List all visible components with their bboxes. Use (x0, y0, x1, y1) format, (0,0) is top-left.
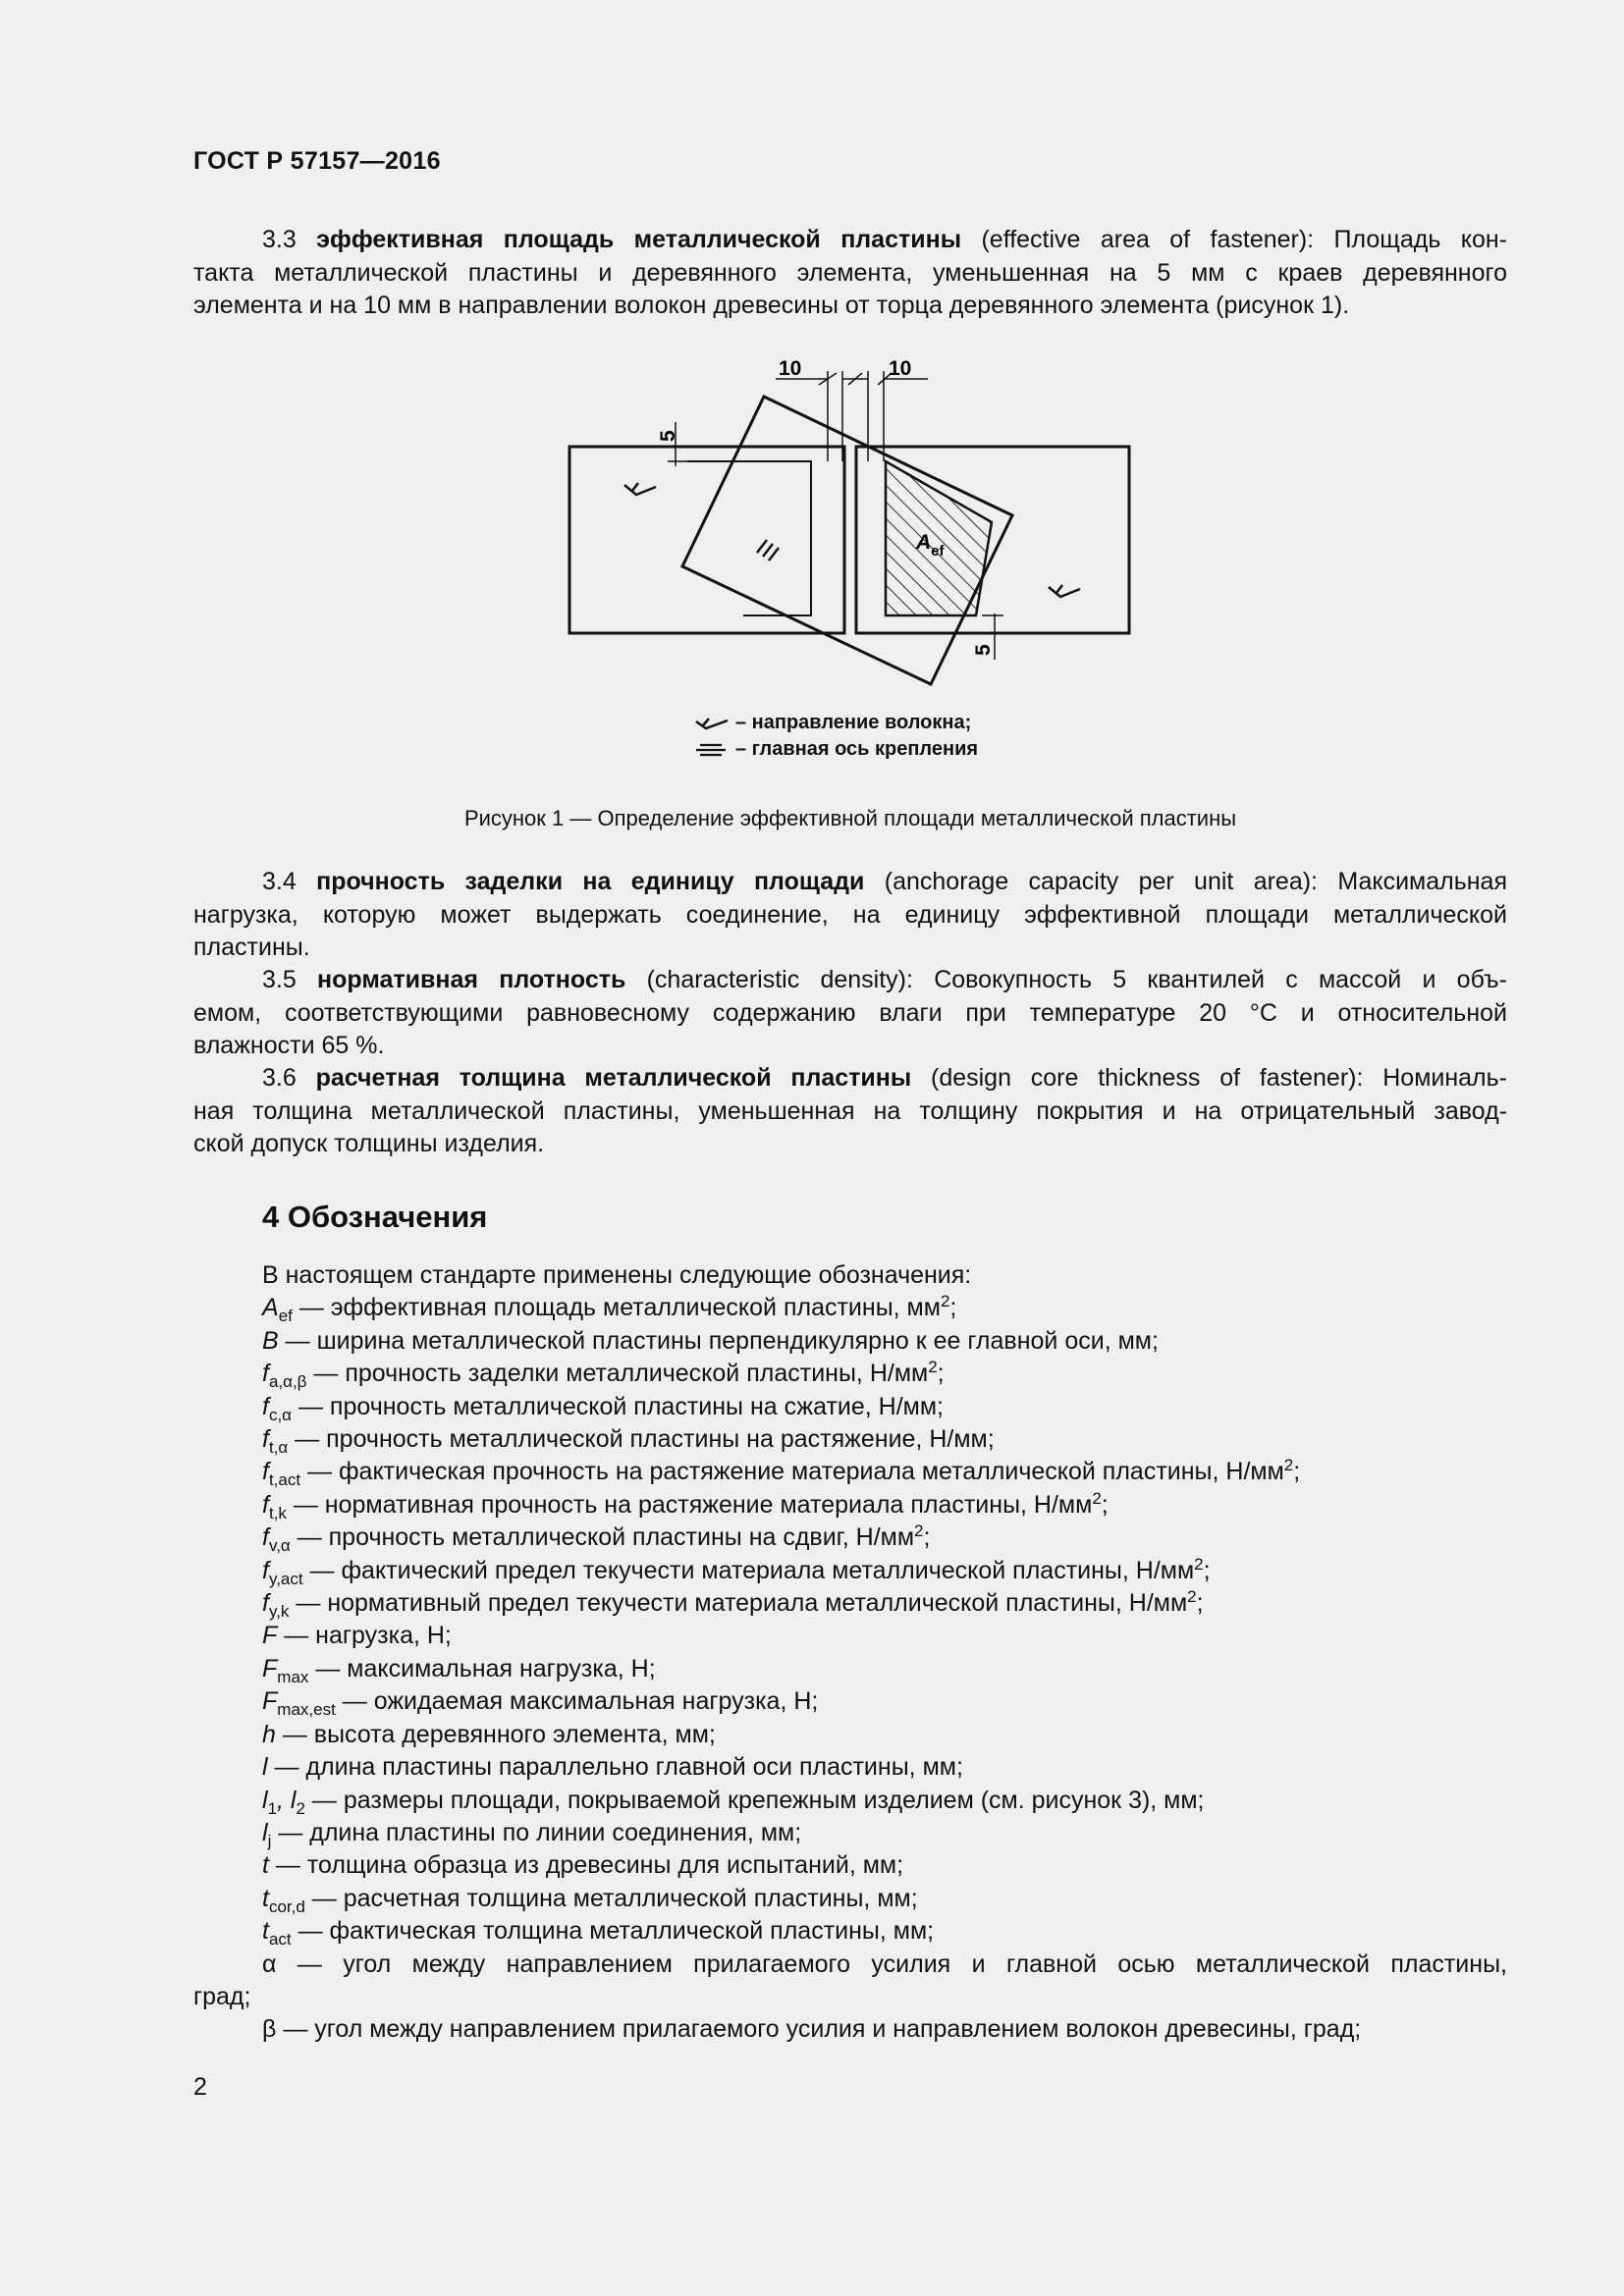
legend-axis-text: – главная ось крепления (735, 738, 979, 760)
symbol-tail: ; (1101, 1490, 1109, 1519)
grain-direction-icon-left (624, 483, 656, 495)
symbol-description: — длина пластины параллельно главной оси пластины, мм; (267, 1753, 963, 1782)
symbol-entry (262, 1915, 1507, 1948)
symbol-letter: f (262, 1360, 269, 1388)
symbol-description: — ожидаемая максимальная нагрузка, Н; (335, 1687, 819, 1716)
symbol-entry (262, 1883, 1507, 1915)
symbol-tail: ; (923, 1523, 931, 1552)
symbol-subscript: ef (278, 1307, 293, 1326)
symbol-subscript: j (267, 1831, 272, 1850)
symbol-description: — высота деревянного элемента, мм; (275, 1720, 716, 1748)
symbol-unit-exponent: 2 (940, 1292, 950, 1311)
def-3-6-term: расчетная толщина металлической пластины (315, 1064, 912, 1092)
symbol-unit-exponent: 2 (1194, 1554, 1204, 1574)
symbol-letter: B (262, 1326, 279, 1355)
def-3-6-line1: 3.6 расчетная толщина металлической пластины (design core thickness of fastener): Номиналь- (262, 1064, 1507, 1092)
symbol-letter-2: , l (277, 1786, 297, 1814)
symbol-description: — прочность заделки металлической пластины, Н/мм (306, 1360, 929, 1388)
def-3-3-line2: такта металлической пластины и деревянного элемента, уменьшенная на 5 мм с краев деревянного (193, 258, 1507, 287)
symbol-letter: f (262, 1425, 269, 1454)
symbol-description: — максимальная нагрузка, Н; (308, 1654, 656, 1682)
symbol-letter: f (262, 1523, 269, 1552)
symbol-letter: t (262, 1884, 269, 1912)
symbol-unit-exponent: 2 (1283, 1456, 1294, 1475)
symbol-letter: t (262, 1917, 269, 1946)
symbol-letter: f (262, 1490, 269, 1519)
symbol-entry (262, 1325, 1507, 1358)
symbol-subscript: t,k (268, 1503, 287, 1522)
def-3-6-line2: ная толщина металлической пластины, уменьшенная на толщину покрытия и на отрицательный завод- (193, 1096, 1507, 1125)
symbol-tail: ; (949, 1294, 957, 1322)
symbol-letter: F (262, 1622, 278, 1650)
definition-3-3 (193, 224, 1507, 323)
dim-top-right-label: 10 (889, 357, 912, 380)
symbol-subscript: 1 (267, 1798, 278, 1818)
def-3-3-term: эффективная площадь металлической пластины (316, 226, 962, 253)
symbol-subscript: a,α,β (268, 1372, 307, 1392)
symbol-description: — прочность металлической пластины на сдвиг, Н/мм (290, 1523, 915, 1552)
symbol-subscript: t,α (268, 1438, 289, 1458)
symbols-entries (262, 1292, 1507, 1948)
symbol-entry (262, 1292, 1507, 1324)
def-3-5-line2: емом, соответствующими равновесному содержанию влаги при температуре 20 °С и относительной (193, 998, 1507, 1027)
symbol-entry (262, 1358, 1507, 1390)
symbol-letter: F (262, 1654, 278, 1682)
symbol-unit-exponent: 2 (928, 1358, 938, 1377)
left-effective-outline (687, 461, 811, 615)
symbol-unit-exponent: 2 (1092, 1488, 1102, 1508)
alpha-definition (193, 1949, 1507, 2014)
symbol-letter: f (262, 1392, 269, 1420)
symbol-entry (262, 1587, 1507, 1620)
symbol-subscript: y,act (268, 1569, 303, 1588)
symbol-description: — фактическая прочность на растяжение материала металлической пластины, Н/мм (300, 1458, 1284, 1486)
symbol-entry (262, 1555, 1507, 1587)
figure-caption: Рисунок 1 — Определение эффективной площади металлической пластины (463, 806, 1237, 830)
definition-3-4 (193, 866, 1507, 965)
symbol-entry (262, 1751, 1507, 1784)
symbol-description: — прочность металлической пластины на сжатие, Н/мм; (292, 1392, 945, 1420)
symbol-entry (262, 1456, 1507, 1488)
def-3-5-line1: 3.5 нормативная плотность (characteristic density): Совокупность 5 квантилей с массой и объ- (262, 966, 1508, 993)
standard-header: ГОСТ Р 57157—2016 (193, 147, 441, 175)
symbol-letter: h (262, 1720, 276, 1748)
dim-top-left-label: 10 (779, 357, 802, 380)
symbol-description: — нагрузка, Н; (277, 1622, 452, 1650)
symbol-subscript: t,act (268, 1470, 301, 1490)
figure-legend (690, 710, 1044, 763)
symbol-tail: ; (1196, 1589, 1204, 1618)
symbol-entry (262, 1423, 1507, 1456)
def-3-4-line1: 3.4 прочность заделки на единицу площади (anchorage capacity per unit area): Максимальная (262, 868, 1508, 895)
symbol-entry (262, 1719, 1507, 1751)
def-3-4-line3: пластины. (193, 934, 310, 961)
symbol-description: — нормативная прочность на растяжение материала пластины, Н/мм (286, 1490, 1093, 1519)
symbols-list (193, 1259, 1507, 2047)
dim-left-5-label: 5 (657, 430, 679, 442)
symbol-description: — эффективная площадь металлической пластины, мм (292, 1294, 941, 1322)
effective-area-label: $A_{ef}$ (916, 531, 945, 560)
def-3-5-line3: влажности 65 %. (193, 1032, 385, 1059)
def-3-4-term: прочность заделки на единицу площади (316, 868, 865, 895)
dim-right-5-label: 5 (972, 644, 995, 656)
symbol-description: — фактический предел текучести материала металлической пластины, Н/мм (302, 1556, 1195, 1584)
symbol-description: — расчетная толщина металлической пластины, мм; (304, 1884, 918, 1912)
legend-grain-row (690, 710, 1044, 736)
grain-direction-icon-right (1049, 585, 1080, 597)
symbol-subscript: act (268, 1930, 292, 1949)
symbol-tail: ; (1203, 1556, 1211, 1584)
symbol-entry (262, 1522, 1507, 1554)
symbol-entry (262, 1489, 1507, 1522)
def-3-4-line2: нагрузка, которую может выдержать соединение, на единицу эффективной площади металлической (193, 900, 1507, 929)
def-3-6-line3: ской допуск толщины изделия. (193, 1130, 545, 1157)
symbol-entry (262, 1849, 1507, 1882)
symbol-tail: ; (1293, 1458, 1301, 1486)
symbol-subscript-2: 2 (296, 1798, 305, 1818)
definition-3-5 (193, 964, 1507, 1063)
symbol-entry (262, 1653, 1507, 1685)
symbol-entry (262, 1785, 1507, 1817)
section-4-title: 4 Обозначения (262, 1200, 488, 1234)
symbol-entry (262, 1620, 1507, 1652)
symbol-description: — прочность металлической пластины на растяжение, Н/мм; (288, 1425, 995, 1454)
left-timber-member (569, 447, 844, 633)
symbol-description: — ширина металлической пластины перпендикулярно к ее главной оси, мм; (278, 1326, 1159, 1355)
def-3-5-term: нормативная плотность (317, 966, 626, 993)
symbol-tail: ; (937, 1360, 945, 1388)
symbol-subscript: y,k (268, 1602, 290, 1622)
symbol-description: — фактическая толщина металлической пластины, мм; (291, 1917, 935, 1946)
symbol-letter: l (262, 1753, 268, 1782)
symbol-subscript: cor,d (268, 1896, 305, 1916)
main-axis-icon (757, 540, 779, 561)
main-axis-legend-icon (690, 740, 735, 760)
def-3-3-line3: элемента и на 10 мм в направлении волокон древесины от торца деревянного элемента (рисунок 1). (193, 292, 1350, 319)
symbol-letter: l (262, 1786, 268, 1814)
legend-axis-row (690, 736, 1044, 763)
symbol-subscript: v,α (268, 1536, 291, 1556)
symbol-entry (262, 1817, 1507, 1849)
symbols-intro: В настоящем стандарте применены следующие обозначения: (262, 1261, 972, 1289)
def-3-3-line1: 3.3 эффективная площадь металлической пластины (effective area of fastener): Площадь кон- (262, 226, 1508, 253)
symbol-letter: A (262, 1294, 279, 1322)
symbol-description: — размеры площади, покрываемой крепежным изделием (см. рисунок 3), мм; (304, 1786, 1205, 1814)
symbol-subscript: c,α (268, 1405, 293, 1424)
symbol-letter: f (262, 1589, 269, 1618)
beta-definition: β — угол между направлением прилагаемого усилия и направлением волокон древесины, град; (262, 2015, 1362, 2044)
symbol-letter: f (262, 1458, 269, 1486)
alpha-line2: град; (193, 1982, 251, 2010)
symbol-letter: f (262, 1556, 269, 1584)
symbol-letter: t (262, 1851, 269, 1880)
symbol-entry (262, 1391, 1507, 1423)
grain-direction-icon (690, 714, 735, 733)
symbol-unit-exponent: 2 (1187, 1587, 1197, 1607)
symbol-letter: F (262, 1687, 278, 1716)
symbol-description: — длина пластины по линии соединения, мм; (271, 1818, 802, 1846)
symbol-subscript: max,est (277, 1700, 336, 1720)
page-number: 2 (193, 2073, 207, 2101)
definition-3-6 (193, 1062, 1507, 1161)
symbol-unit-exponent: 2 (914, 1522, 924, 1541)
symbol-subscript: max (277, 1667, 309, 1686)
symbol-entry (262, 1685, 1507, 1718)
alpha-line1: α — угол между направлением прилагаемого усилия и главной осью металлической пластины, (262, 1949, 1507, 1978)
symbol-description: — нормативный предел текучести материала металлической пластины, Н/мм (289, 1589, 1188, 1618)
symbol-letter: l (262, 1818, 268, 1846)
symbol-description: — толщина образца из древесины для испытаний, мм; (268, 1851, 904, 1880)
legend-grain-text: – направление волокна; (735, 712, 972, 733)
